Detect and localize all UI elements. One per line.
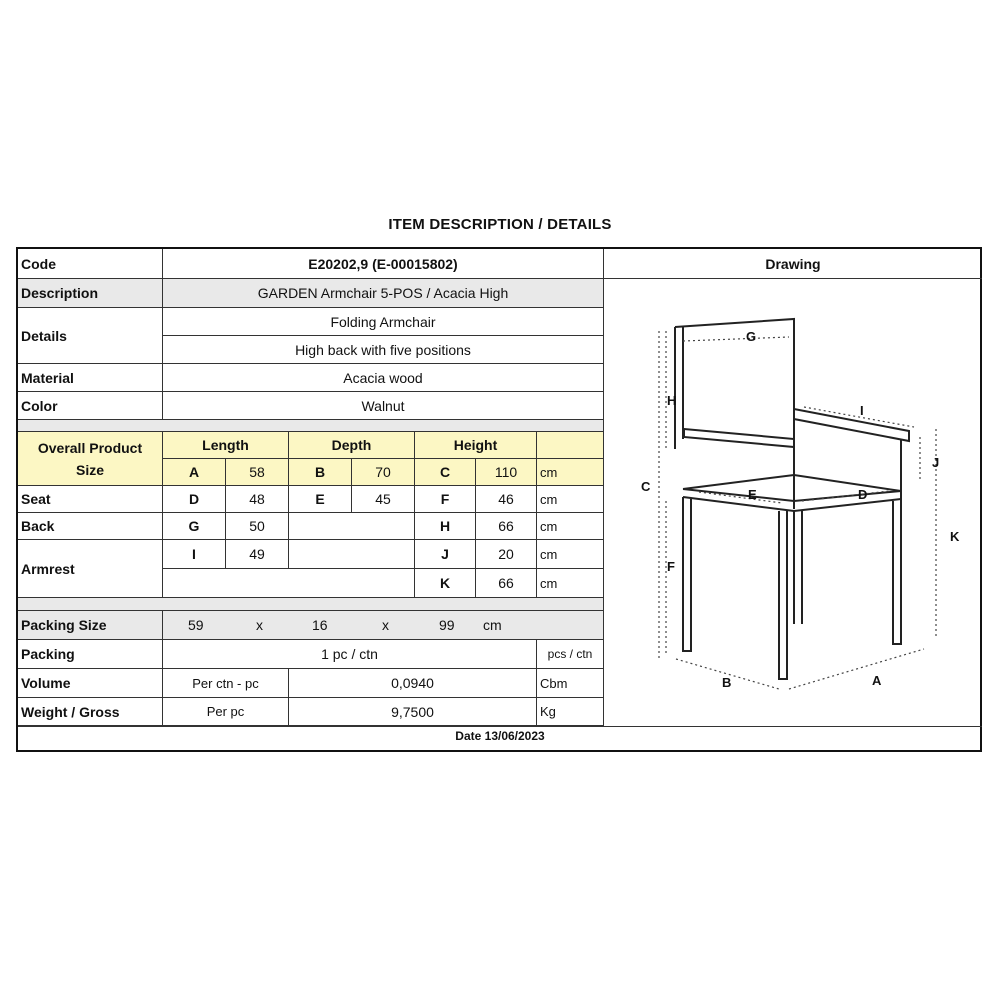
unit-header-blank [537,432,604,459]
packing-size-label: Packing Size [18,611,163,640]
drawing-label-i: I [860,403,864,418]
overall-size-label: Overall Product Size [18,432,163,486]
description-label: Description [18,279,163,308]
volume-value: 0,0940 [289,669,537,698]
drawing-label-d: D [858,487,868,502]
weight-label: Weight / Gross [18,698,163,726]
dim-e-value: 45 [352,486,415,513]
drawing-panel [604,279,982,726]
armrest-unit: cm [537,540,604,569]
dim-b-value: 70 [352,459,415,486]
drawing-header: Drawing [604,249,982,279]
dim-i-letter: I [163,540,226,569]
dim-f-letter: F [415,486,476,513]
dim-h-value: 66 [476,513,537,540]
drawing-label-h: H [667,393,677,408]
packing-value: 1 pc / ctn [163,640,537,669]
color-label: Color [18,392,163,420]
packing-unit: pcs / ctn [537,640,604,669]
dim-a-value: 58 [226,459,289,486]
dim-k-letter: K [415,569,476,598]
packing-size-unit: cm [483,617,502,633]
drawing-label-k: K [950,529,960,544]
back-depth-blank [289,513,415,540]
details-label: Details [18,308,163,364]
dim-d-value: 48 [226,486,289,513]
material-value: Acacia wood [163,364,604,392]
seat-unit: cm [537,486,604,513]
chair-drawing [604,279,982,726]
volume-basis: Per ctn - pc [163,669,289,698]
packing-size-x1: x [256,617,263,633]
dim-d-letter: D [163,486,226,513]
packing-size-depth: 16 [312,617,328,633]
spacer-row [18,420,604,432]
packing-size-length: 59 [188,617,204,633]
weight-value: 9,7500 [289,698,537,726]
packing-size-height: 99 [439,617,455,633]
weight-basis: Per pc [163,698,289,726]
packing-label: Packing [18,640,163,669]
drawing-label-j: J [932,455,940,470]
item-details-sheet [16,247,982,752]
volume-label: Volume [18,669,163,698]
dim-f-value: 46 [476,486,537,513]
dim-h-letter: H [415,513,476,540]
drawing-label-c: C [641,479,651,494]
armrest-blank [163,569,415,598]
depth-header: Depth [289,432,415,459]
date-footer: Date 13/06/2023 [455,729,545,743]
drawing-label-a: A [872,673,882,688]
details-value-2: High back with five positions [163,336,604,364]
drawing-label-g: G [746,329,757,344]
seat-label: Seat [18,486,163,513]
dim-b-letter: B [289,459,352,486]
page-title: ITEM DESCRIPTION / DETAILS [388,216,612,233]
drawing-label-f: F [667,559,675,574]
dim-k-value: 66 [476,569,537,598]
armrest-depth-blank [289,540,415,569]
details-value-1: Folding Armchair [163,308,604,336]
dim-j-letter: J [415,540,476,569]
height-header: Height [415,432,537,459]
armrest-label: Armrest [18,540,163,598]
back-unit: cm [537,513,604,540]
overall-unit: cm [537,459,604,486]
dim-e-letter: E [289,486,352,513]
weight-unit: Kg [537,698,604,726]
packing-size-x2: x [382,617,389,633]
material-label: Material [18,364,163,392]
armrest-unit-2: cm [537,569,604,598]
dim-g-value: 50 [226,513,289,540]
dim-g-letter: G [163,513,226,540]
volume-unit: Cbm [537,669,604,698]
color-value: Walnut [163,392,604,420]
code-label: Code [18,249,163,279]
drawing-label-b: B [722,675,732,690]
description-value: GARDEN Armchair 5-POS / Acacia High [163,279,604,308]
packing-size-values [163,611,604,640]
dim-j-value: 20 [476,540,537,569]
drawing-label-e: E [748,487,757,502]
length-header: Length [163,432,289,459]
dim-a-letter: A [163,459,226,486]
dim-c-letter: C [415,459,476,486]
spacer-row-2 [18,598,604,611]
back-label: Back [18,513,163,540]
dim-c-value: 110 [476,459,537,486]
code-value: E20202,9 (E-00015802) [163,249,604,279]
dim-i-value: 49 [226,540,289,569]
